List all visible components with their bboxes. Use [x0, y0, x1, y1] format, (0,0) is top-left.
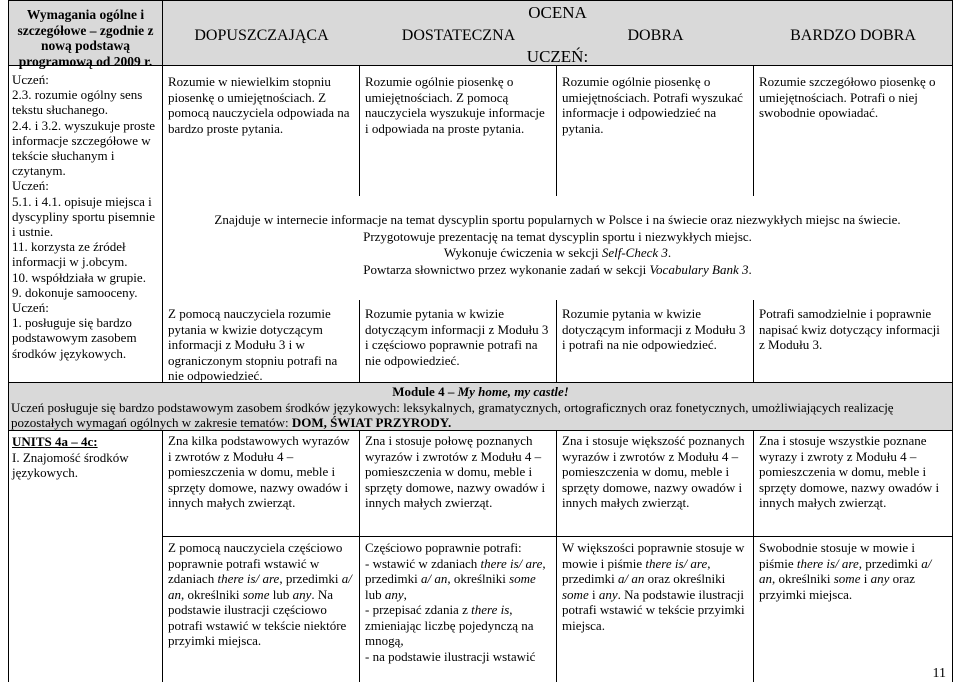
requirement-line: 10. współdziała w grupie. — [12, 269, 146, 285]
requirements-header: Wymagania ogólne i szczegółowe – zgodnie z nową podstawą programową od 2009 r. — [8, 0, 163, 66]
requirement-line: Uczeń: — [12, 178, 49, 194]
competence-label: I. Znajomość środków językowych. — [12, 449, 129, 480]
cell-s1-r1-c4: Rozumie szczegółowo piosenkę o umiejętnościach. Potrafi o niej swobodnie opowiadać. — [754, 66, 953, 196]
merged-requirements-cell — [163, 196, 953, 300]
cell-s1-r1-c2: Rozumie ogólnie piosenkę o umiejętnościach. Z pomocą nauczyciela wyszukuje informacje i odpowiada na proste pytania. — [360, 66, 557, 196]
requirement-line: 2.4. i 3.2. wyszukuje proste informacje szczegółowe w tekście słuchanym i czytanym. — [12, 117, 155, 179]
requirement-line: 5.1. i 4.1. opisuje miejsca i dyscypliny sportu pisemnie i ustnie. — [12, 193, 155, 240]
section2-left-column — [8, 431, 163, 682]
row-divider — [163, 536, 953, 537]
cell-s2-r1-c3: Zna i stosuje większość poznanych wyrazów i zwrotów z Modułu 4 – pomieszczenia w domu, meble i sprzęty domowe, nazwy owadów i innych małych zwierząt. — [557, 431, 754, 536]
level-bardzo-dobra: BARDZO DOBRA — [754, 24, 953, 47]
requirement-line: 1. posługuje się bardzo podstawowym zasobem środków językowych. — [12, 315, 137, 361]
merged-line-3: Wykonuje ćwiczenia w sekcji Self-Check 3. — [443, 245, 672, 260]
cell-s1-r1-c1: Rozumie w niewielkim stopniu piosenkę o umiejętnościach. Z pomocą nauczyciela odpowiada na bardzo proste pytania. — [163, 66, 360, 196]
cell-s1-r3-c3: Rozumie pytania w kwizie dotyczącym informacji z Modułu 3 i potrafi na nie odpowiedzieć. — [557, 300, 754, 382]
cell-s2-r2-c1: Z pomocą nauczyciela częściowo poprawnie potrafi wstawić w zdaniach there is/ are, przedimki a/ an, określniki some lub any. Na podstawie ilustracji częściowo potrafi wstawić w tekście niektóre przyimki miejsca. — [163, 536, 360, 682]
requirement-line: 2.3. rozumie ogólny sens tekstu słuchanego. — [12, 87, 143, 118]
merged-line-4: Powtarza słownictwo przez wykonanie zadań w sekcji Vocabulary Bank 3. — [363, 261, 752, 277]
cell-s2-r2-c3: W większości poprawnie stosuje w mowie i piśmie there is/ are, przedimki a/ an oraz określniki some i any. Na podstawie ilustracji potrafi wstawić w tekście przyimki miejsca. — [557, 536, 754, 682]
cell-s2-r2-c4: Swobodnie stosuje w mowie i piśmie there is/ are, przedimki a/ an, określniki some i any oraz przyimki miejsca. — [754, 536, 953, 682]
uczen-header: UCZEŃ: — [163, 47, 953, 66]
requirement-line: Uczeń: — [12, 300, 49, 316]
page-number: 11 — [932, 666, 946, 681]
requirements-column — [8, 66, 163, 382]
module-banner — [8, 382, 953, 431]
cell-s2-r1-c2: Zna i stosuje połowę poznanych wyrazów i zwrotów z Modułu 4 – pomieszczenia w domu, meble i sprzęty domowe, nazwy owadów i innych małych zwierząt. — [360, 431, 557, 536]
merged-line-2: Przygotowuje prezentację na temat dyscyplin sportu i niezwykłych miejsc. — [363, 228, 752, 244]
cell-s1-r3-c1: Z pomocą nauczyciela rozumie pytania w kwizie dotyczącym informacji z Modułu 3 i w ograniczonym stopniu potrafi na nie odpowiedzieć. — [163, 300, 360, 382]
cell-s2-r2-c2: Częściowo poprawnie potrafi: - wstawić w zdaniach there is/ are, przedimki a/ an, określniki some lub any, - przepisać zdania z there is, zmieniając liczbę pojedynczą na mnogą, - na podstawie ilustracji wstawić — [360, 536, 557, 682]
requirement-line: 11. korzysta ze źródeł informacji w j.obcym. — [12, 239, 128, 270]
units-label: UNITS 4a – 4c: — [12, 434, 98, 449]
level-dobra: DOBRA — [557, 24, 754, 47]
cell-s2-r1-c4: Zna i stosuje wszystkie poznane wyrazy i zwroty z Modułu 4 – pomieszczenia w domu, meble i sprzęty domowe, nazwy owadów i innych małych zwierząt. — [754, 431, 953, 536]
module-description: Uczeń posługuje się bardzo podstawowym zasobem środków językowych: leksykalnych, gramatycznych, ortograficznych oraz fonetycznych, umożliwiających realizację pozostałych wymagań ogólnych w zakresie tematów: DOM, ŚWIAT PRZYRODY. — [11, 399, 894, 430]
cell-s1-r1-c3: Rozumie ogólnie piosenkę o umiejętnościach. Potrafi wyszukać informacje i odpowiedzieć na pytania. — [557, 66, 754, 196]
cell-s2-r1-c1: Zna kilka podstawowych wyrazów i zwrotów z Modułu 4 – pomieszczenia w domu, meble i sprzęty domowe, nazwy owadów i innych małych zwierząt. — [163, 431, 360, 536]
level-dopuszczajaca: DOPUSZCZAJĄCA — [163, 24, 360, 47]
level-dostateczna: DOSTATECZNA — [360, 24, 557, 47]
requirement-line: 9. dokonuje samooceny. — [12, 284, 138, 300]
module-title: Module 4 – My home, my castle! — [392, 384, 569, 399]
cell-s1-r3-c4: Potrafi samodzielnie i poprawnie napisać kwiz dotyczący informacji z Modułu 3. — [754, 300, 953, 382]
requirement-line: Uczeń: — [12, 72, 49, 87]
merged-line-1: Znajduje w internecie informacje na temat dyscyplin sportu popularnych w Polsce i na świecie oraz niezwykłych miejsc na świecie. — [214, 212, 901, 227]
ocena-header: OCENA — [163, 0, 953, 24]
cell-s1-r3-c2: Rozumie pytania w kwizie dotyczącym informacji z Modułu 3 i częściowo poprawnie potrafi na nie odpowiedzieć. — [360, 300, 557, 382]
